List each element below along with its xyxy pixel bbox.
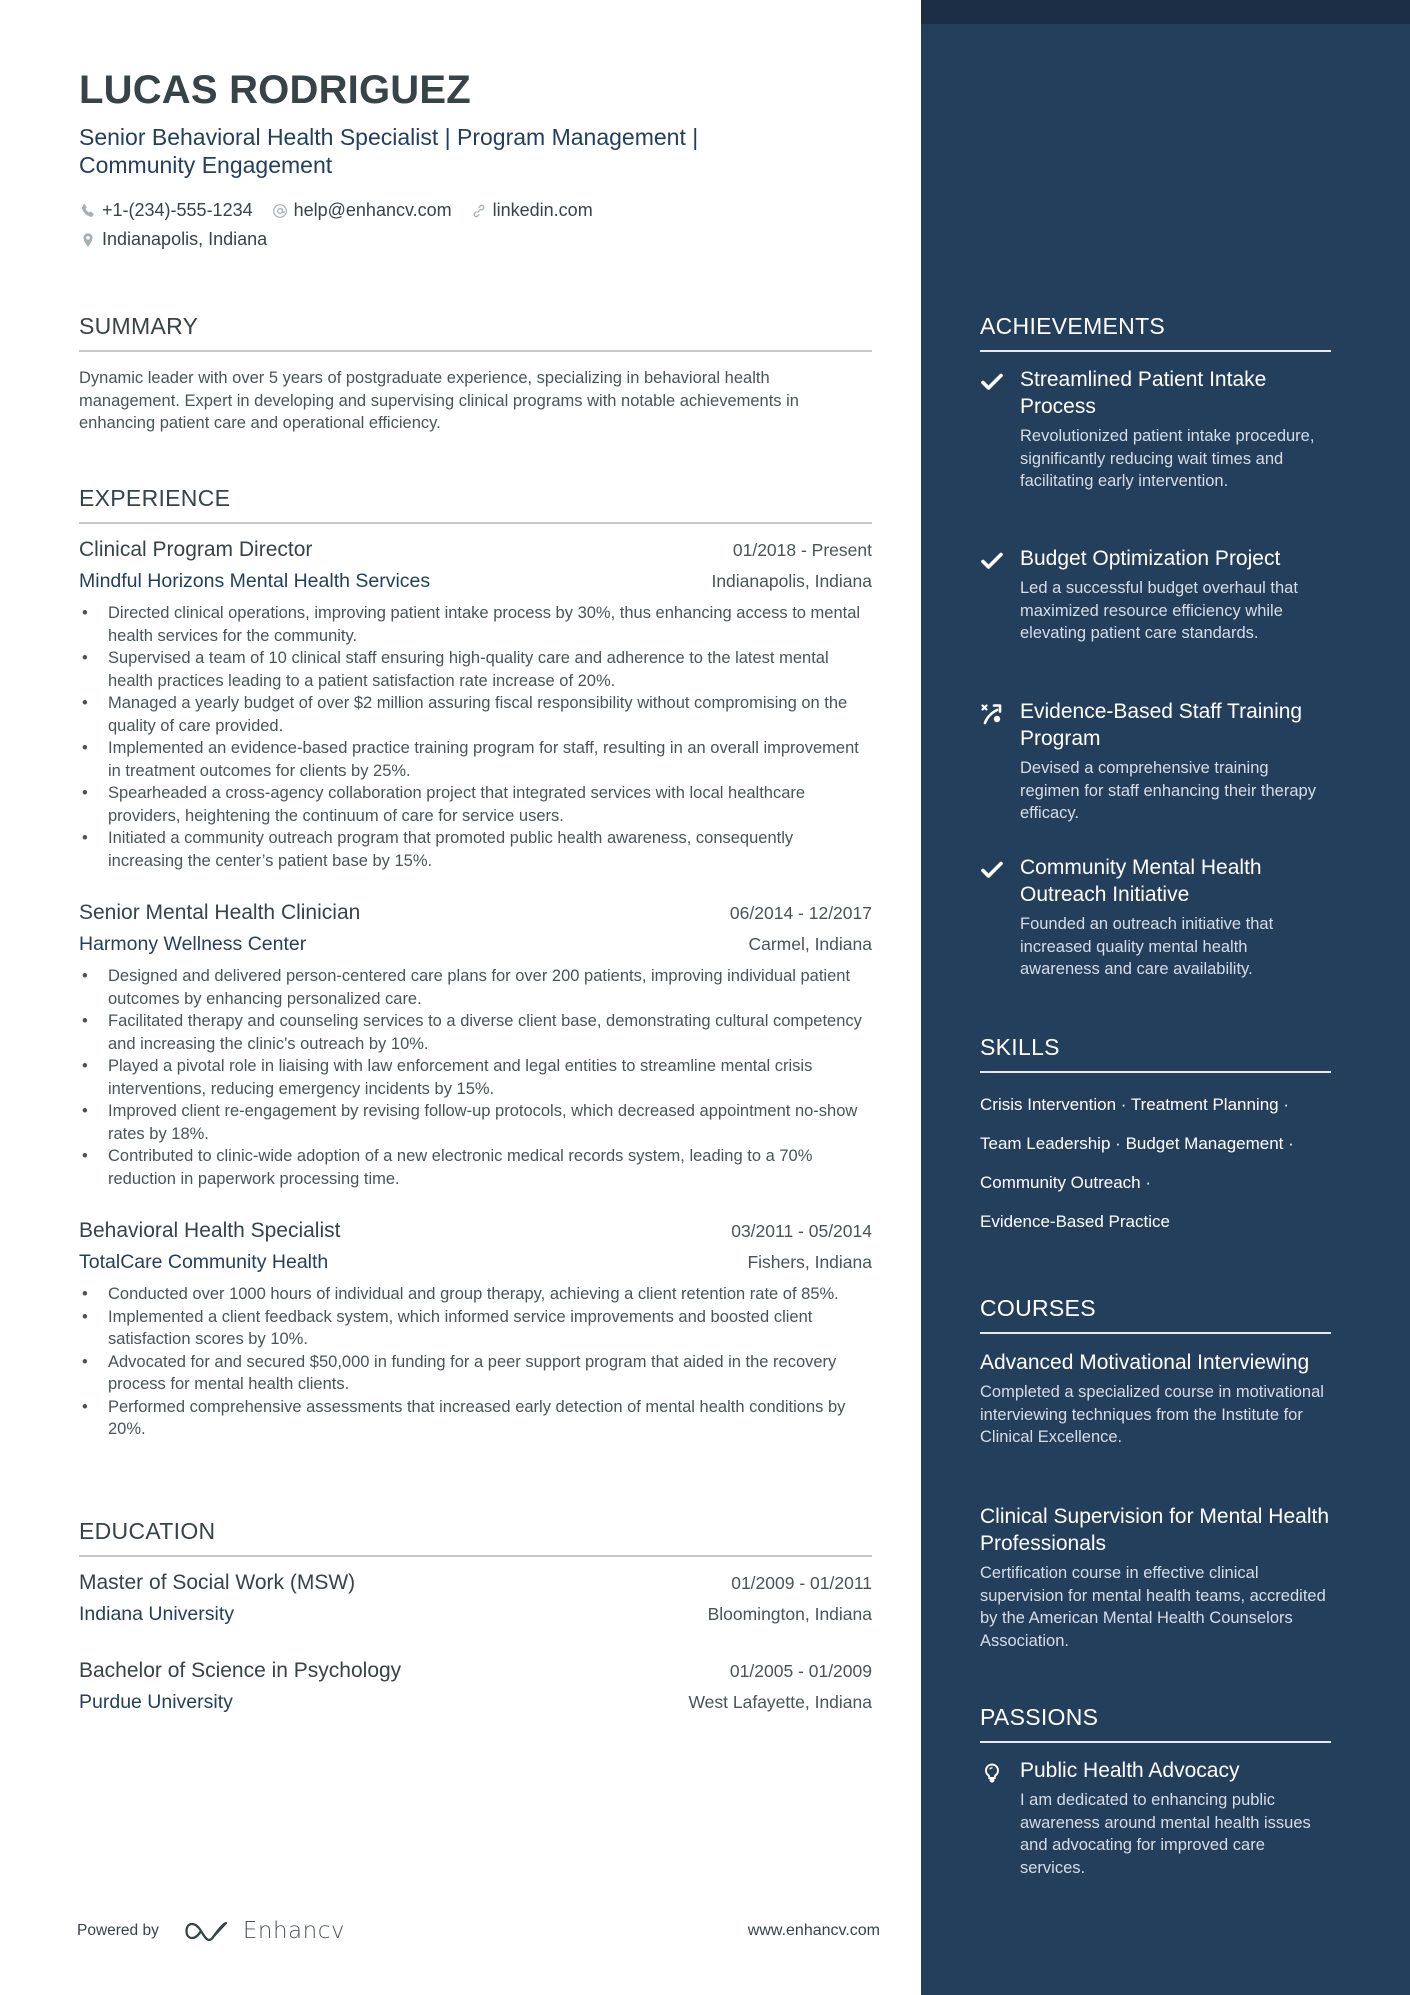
course-title: Clinical Supervision for Mental Health Professionals [980,1505,1329,1555]
phone-icon [79,202,97,220]
passion-title: Public Health Advocacy [1020,1759,1240,1782]
contact-location-text: Indianapolis, Indiana [102,229,268,249]
bullet-item [79,1100,872,1145]
checkmark-icon [980,549,1004,573]
skill-separator: · [1145,1173,1152,1192]
summary-heading: SUMMARY [79,313,199,339]
achievement-item-3 [980,698,1331,825]
summary-divider [79,350,872,352]
skill-item: Team Leadership [980,1134,1111,1153]
contact-info [79,196,839,254]
footer [77,1916,880,1946]
bullet-dot: • [82,1012,88,1030]
degree-title: Bachelor of Science in Psychology [79,1659,402,1682]
school-location: Bloomington, Indiana [707,1604,872,1624]
passions-section [980,1702,1331,1743]
skills-line [980,1124,1331,1163]
location-pin-icon [79,231,97,249]
at-icon [271,202,289,220]
enhancv-logo[interactable] [185,1918,345,1944]
passions-heading: PASSIONS [980,1704,1099,1730]
website-link[interactable]: www.enhancv.com [747,1922,880,1939]
achievement-description: Revolutionized patient intake procedure, significantly reducing wait times and facilitating early intervention. [1020,427,1315,490]
job-title: Clinical Program Director [79,538,313,561]
school-name: Indiana University [79,1603,234,1625]
achievement-item-1 [980,366,1331,493]
bullet-item [79,1306,872,1351]
skill-item: Budget Management [1125,1134,1284,1153]
course-description: Certification course in effective clinical supervision for mental health teams, accredited by the American Mental Health Counselors Association. [980,1564,1326,1650]
skills-list [980,1085,1331,1241]
skill-item: Evidence-Based Practice [980,1212,1170,1231]
degree-title: Master of Social Work (MSW) [79,1571,356,1594]
bullet-text: Advocated for and secured $50,000 in funding for a peer support program that aided in the recovery process for mental health clients. [108,1352,837,1393]
courses-section [980,1293,1331,1334]
skills-heading: SKILLS [980,1034,1060,1060]
lightbulb-icon [980,1761,1004,1785]
checkmark-icon [980,370,1004,394]
bullet-dot: • [82,1057,88,1075]
school-name: Purdue University [79,1691,233,1713]
course-item-2 [980,1503,1331,1652]
job-location: Carmel, Indiana [748,934,872,954]
bullet-item [79,1396,872,1441]
achievement-title: Streamlined Patient Intake Process [1020,368,1267,418]
skills-section [980,1032,1331,1241]
bullet-text: Initiated a community outreach program that promoted public health awareness, consequently increasing the center’s patient base by 15%. [108,829,794,870]
bullet-item [79,737,872,782]
contact-phone-text: +1-(234)-555-1234 [102,200,253,220]
skill-item: Community Outreach [980,1173,1141,1192]
achievement-description: Devised a comprehensive training regimen for staff enhancing their therapy efficacy. [1020,759,1316,822]
job-title: Behavioral Health Specialist [79,1219,341,1242]
passions-divider [980,1741,1331,1743]
enhancv-logo-icon [185,1918,231,1944]
job-title: Senior Mental Health Clinician [79,901,361,924]
job-company: TotalCare Community Health [79,1251,329,1273]
summary-section [79,311,872,435]
skill-item: Crisis Intervention [980,1095,1117,1114]
contact-linkedin-text: linkedin.com [492,200,593,220]
course-item-1 [980,1349,1331,1449]
bullet-item [79,692,872,737]
bullet-text: Facilitated therapy and counseling services to a diverse client base, demonstrating cultural competency and increasing the clinic's outreach by 10%. [108,1012,862,1053]
courses-divider [980,1332,1331,1334]
job-dates: 01/2018 - Present [732,540,872,560]
bullet-item [79,647,872,692]
skills-line [980,1202,1331,1241]
bullet-text: Supervised a team of 10 clinical staff ensuring high-quality care and adherence to the latest mental health practices leading to a patient satisfaction rate increase of 20%. [108,649,829,690]
achievements-section [980,311,1331,352]
education-item-2 [79,1659,872,1723]
experience-job-1 [79,538,872,872]
bullet-item [79,965,872,1010]
bullet-dot: • [82,784,88,802]
bullet-dot: • [82,1397,88,1416]
achievements-heading: ACHIEVEMENTS [980,313,1166,339]
experience-section [79,483,872,524]
skill-separator: · [1283,1095,1290,1114]
bullet-item [79,1283,872,1306]
education-heading: EDUCATION [79,1518,216,1544]
bullet-text: Contributed to clinic-wide adoption of a new electronic medical records system, leading to a 70% reduction in paperwork processing time. [108,1147,813,1188]
achievement-item-2 [980,545,1331,645]
bullet-dot: • [82,1352,88,1371]
bullet-item [79,1010,872,1055]
education-item-1 [79,1571,872,1635]
school-location: West Lafayette, Indiana [688,1692,872,1712]
strategy-play-icon [980,702,1004,726]
education-section [79,1516,872,1557]
job-bullets [79,1283,872,1441]
bullet-text: Spearheaded a cross-agency collaboration project that integrated services with local healthcare providers, heightening the continuum of care for service users. [108,784,806,825]
courses-heading: COURSES [980,1295,1096,1321]
passion-item-1 [980,1757,1331,1879]
contact-phone[interactable] [79,200,253,221]
sidebar-top-bar [921,0,1410,24]
job-bullets [79,965,872,1190]
bullet-text: Designed and delivered person-centered care plans for over 200 patients, improving individual patient outcomes by enhancing personalized care. [108,967,851,1008]
powered-by-label: Powered by [77,1922,159,1939]
achievement-title: Budget Optimization Project [1020,547,1281,570]
bullet-dot: • [82,739,88,757]
job-dates: 06/2014 - 12/2017 [729,903,872,923]
job-location: Fishers, Indiana [747,1252,872,1272]
bullet-dot: • [82,694,88,712]
job-bullets [79,602,872,872]
contact-email[interactable] [271,200,452,221]
course-title: Advanced Motivational Interviewing [980,1351,1310,1374]
skills-line [980,1163,1331,1202]
bullet-dot: • [82,967,88,985]
bullet-item [79,827,872,872]
summary-text: Dynamic leader with over 5 years of postgraduate experience, specializing in behavioral health management. Expert in developing and supervising clinical programs with notable achievements in enhancing patient care and operational efficiency. [79,369,799,432]
job-company: Harmony Wellness Center [79,933,307,955]
experience-heading: EXPERIENCE [79,485,231,511]
bullet-text: Performed comprehensive assessments that increased early detection of mental health conditions by 20%. [108,1397,846,1438]
skills-line [980,1085,1331,1124]
bullet-dot: • [82,604,88,622]
bullet-text: Directed clinical operations, improving patient intake process by 30%, thus enhancing access to mental health services for the community. [108,604,861,645]
bullet-text: Conducted over 1000 hours of individual and group therapy, achieving a client retention rate of 85%. [108,1285,839,1303]
course-description: Completed a specialized course in motivational interviewing techniques from the Institute for Clinical Excellence. [980,1383,1324,1446]
skill-separator: · [1115,1134,1121,1153]
candidate-headline: Senior Behavioral Health Specialist | Program Management | Community Engagement [79,124,699,178]
enhancv-logo-text: Enhancv [242,1918,345,1944]
education-dates: 01/2009 - 01/2011 [731,1573,872,1593]
skills-divider [980,1071,1331,1073]
experience-divider [79,522,872,524]
bullet-text: Managed a yearly budget of over $2 million assuring fiscal responsibility without compromising on the quality of care provided. [108,694,848,735]
contact-location [79,229,267,250]
job-location: Indianapolis, Indiana [711,571,872,591]
achievement-item-4 [980,854,1331,981]
bullet-item [79,1055,872,1100]
bullet-dot: • [82,1285,88,1303]
skill-item: Treatment Planning [1130,1095,1279,1114]
contact-linkedin[interactable] [470,200,593,221]
bullet-text: Improved client re-engagement by revising follow-up protocols, which decreased appointment no-show rates by 18%. [108,1102,858,1143]
bullet-item [79,602,872,647]
education-divider [79,1555,872,1557]
bullet-item [79,1351,872,1396]
candidate-name: LUCAS RODRIGUEZ [79,68,471,112]
achievement-title: Evidence-Based Staff Training Program [1020,700,1303,750]
experience-job-3 [79,1219,872,1441]
skill-separator: · [1288,1134,1294,1153]
achievements-divider [980,350,1331,352]
bullet-text: Played a pivotal role in liaising with law enforcement and legal entities to streamline mental crisis interventions, reducing emergency incidents by 15%. [108,1057,813,1098]
bullet-item [79,1145,872,1190]
sidebar [921,0,1410,1995]
achievement-description: Led a successful budget overhaul that maximized resource efficiency while elevating patient care standards. [1020,579,1298,642]
bullet-text: Implemented a client feedback system, which informed service improvements and boosted client satisfaction scores by 10%. [108,1307,813,1348]
skill-separator: · [1120,1095,1127,1114]
bullet-dot: • [82,1307,88,1326]
experience-job-2 [79,901,872,1190]
education-dates: 01/2005 - 01/2009 [729,1661,872,1681]
bullet-dot: • [82,829,88,847]
contact-row-2 [79,225,839,254]
bullet-dot: • [82,1147,88,1165]
contact-row-1 [79,196,839,225]
bullet-item [79,782,872,827]
link-icon [470,202,488,220]
job-company: Mindful Horizons Mental Health Services [79,570,431,592]
checkmark-icon [980,858,1004,882]
achievement-description: Founded an outreach initiative that increased quality mental health awareness and care availability. [1020,915,1274,978]
job-dates: 03/2011 - 05/2014 [731,1221,872,1241]
achievement-title: Community Mental Health Outreach Initiative [1020,856,1262,906]
bullet-dot: • [82,1102,88,1120]
contact-email-text: help@enhancv.com [293,200,452,220]
powered-by [77,1918,345,1944]
passion-description: I am dedicated to enhancing public awareness around mental health issues and advocating for improved care services. [1020,1791,1311,1877]
bullet-dot: • [82,649,88,667]
bullet-text: Implemented an evidence-based practice training program for staff, resulting in an overall improvement in treatment outcomes for clients by 25%. [108,739,859,780]
